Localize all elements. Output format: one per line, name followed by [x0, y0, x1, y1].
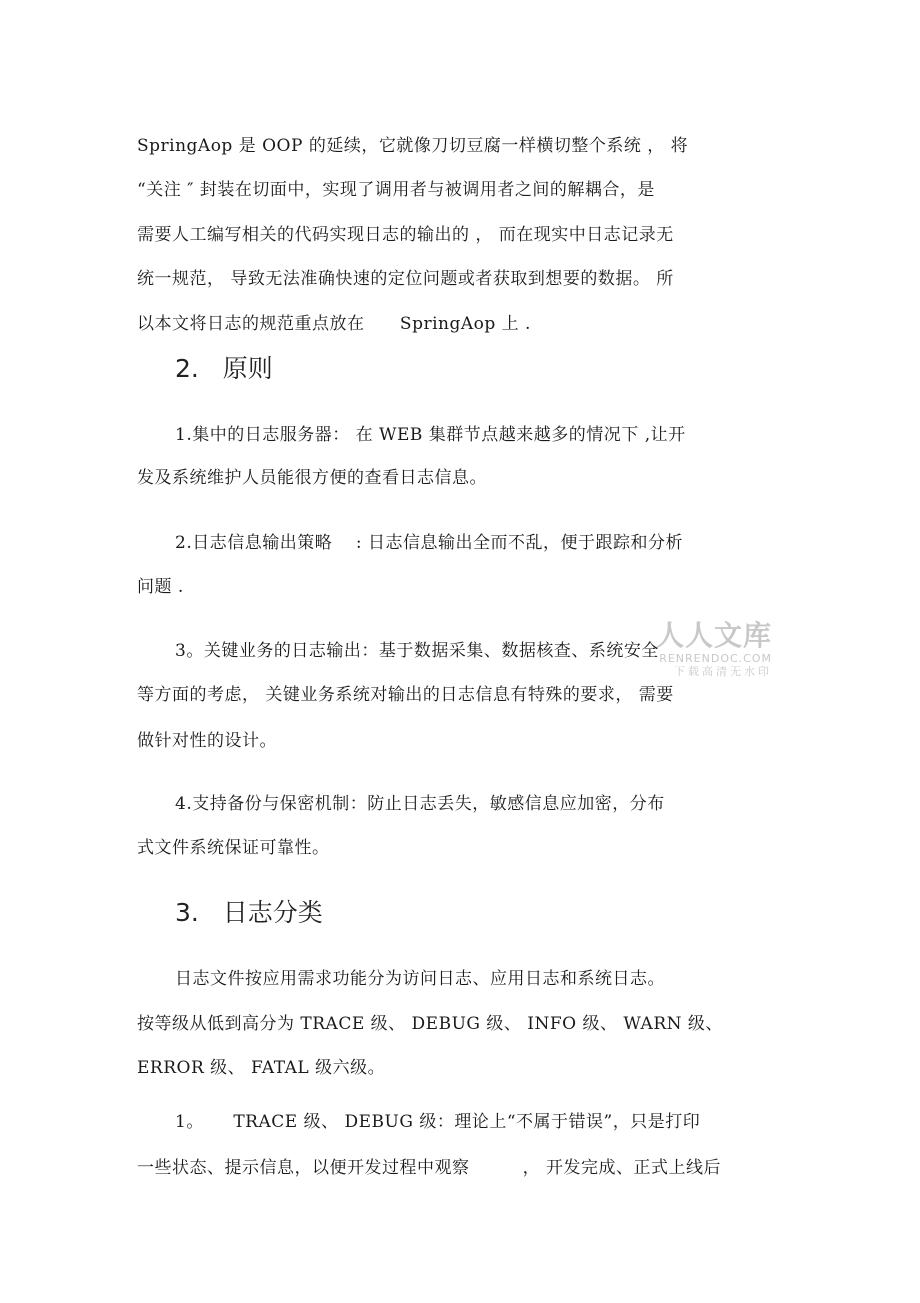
classification-line-2: 按等级从低到高分为 TRACE 级、 DEBUG 级、 INFO 级、 WARN 级、	[137, 1014, 723, 1034]
principle-3-line-2: 等方面的考虑， 关键业务系统对输出的日志信息有特殊的要求， 需要	[137, 685, 674, 705]
watermark-logo	[648, 620, 772, 678]
principle-1-line-1: 1.集中的日志服务器： 在 WEB 集群节点越来越多的情况下 ,让开	[175, 425, 686, 445]
intro-line-2: “关注 ″ 封装在切面中，实现了调用者与被调用者之间的解耦合，是	[137, 180, 655, 200]
principle-4-line-2: 式文件系统保证可靠性。	[137, 838, 330, 858]
level-line-2: 一些状态、提示信息，以便开发过程中观察 ， 开发完成、正式上线后	[137, 1158, 722, 1178]
level-line-1: 1。 TRACE 级、 DEBUG 级：理论上“不属于错误”，只是打印	[175, 1112, 701, 1132]
intro-line-5: 以本文将日志的规范重点放在 SpringAop 上 .	[137, 314, 531, 334]
watermark-domain: RENRENDOC.COM	[659, 652, 772, 665]
intro-line-3: 需要人工编写相关的代码实现日志的输出的 ， 而在现实中日志记录无	[137, 225, 674, 245]
section-3-heading: 3. 日志分类	[175, 898, 323, 927]
principle-4-line-1: 4.支持备份与保密机制：防止日志丢失，敏感信息应加密，分布	[175, 794, 665, 814]
watermark-title: 人人文库	[655, 619, 772, 652]
intro-line-1: SpringAop 是 OOP 的延续，它就像刀切豆腐一样横切整个系统 ， 将	[137, 136, 689, 156]
principle-3-line-1: 3。关键业务的日志输出：基于数据采集、数据核查、系统安全	[175, 641, 659, 661]
principle-2-line-2: 问题 .	[137, 577, 184, 597]
principle-3-line-3: 做针对性的设计。	[137, 731, 277, 751]
intro-line-4: 统一规范， 导致无法准确快速的定位问题或者获取到想要的数据。 所	[137, 269, 674, 289]
principle-2-line-1: 2.日志信息输出策略 : 日志信息输出全而不乱，便于跟踪和分析	[175, 533, 683, 553]
classification-line-3: ERROR 级、 FATAL 级六级。	[137, 1058, 386, 1078]
principle-1-line-2: 发及系统维护人员能很方便的查看日志信息。	[137, 468, 487, 488]
classification-line-1: 日志文件按应用需求功能分为访问日志、应用日志和系统日志。	[175, 969, 665, 989]
watermark-subtitle: 下载高清无水印	[674, 665, 772, 678]
section-2-heading: 2. 原则	[175, 354, 273, 383]
